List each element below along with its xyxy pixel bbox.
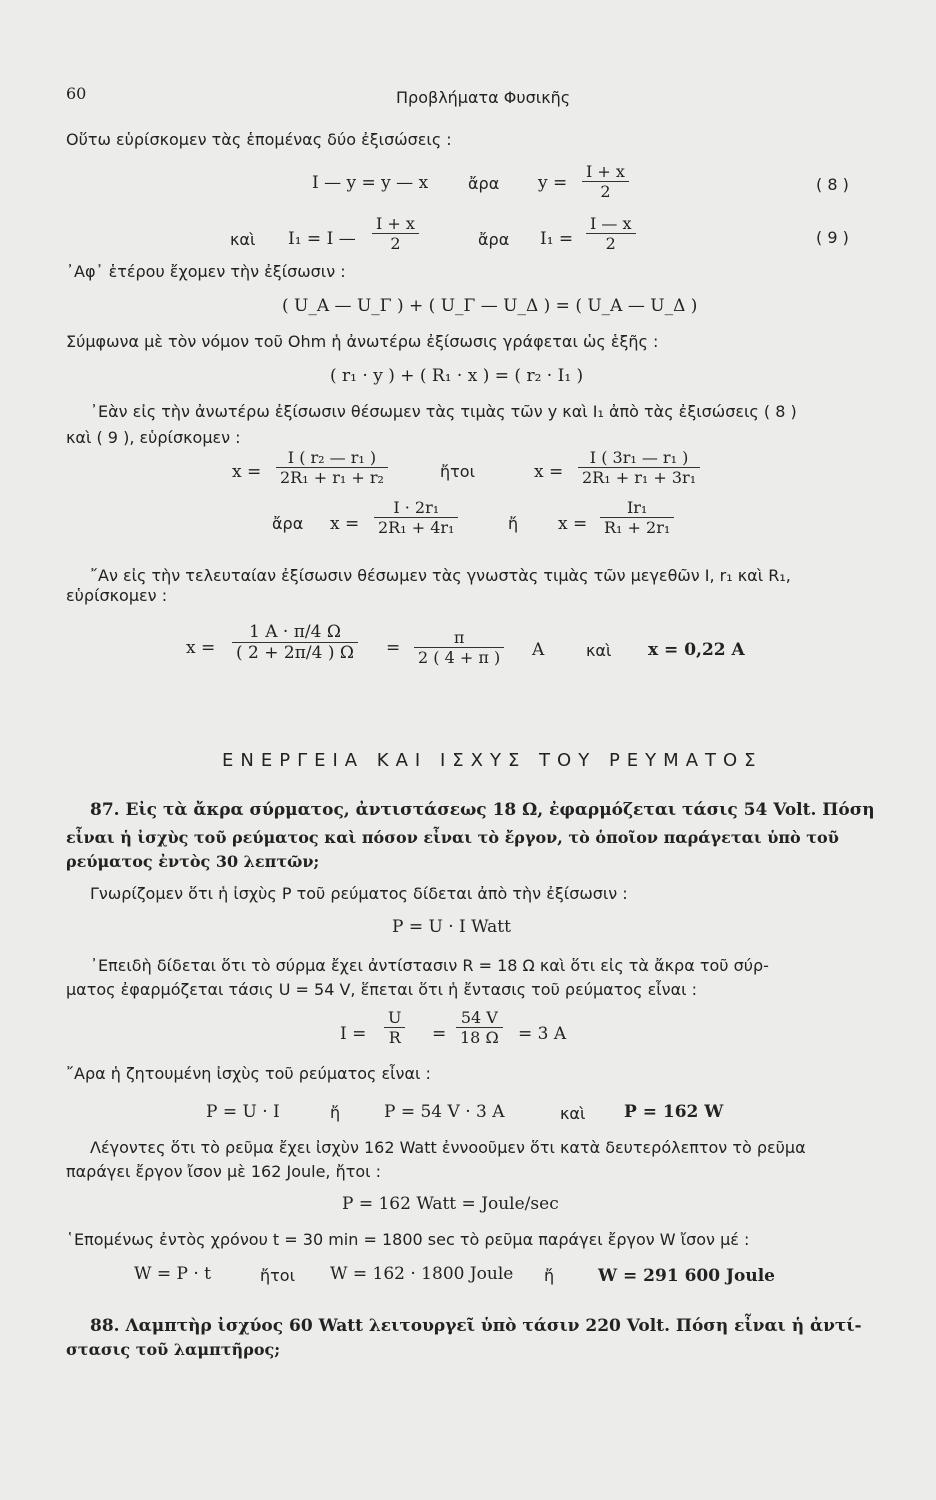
problem87-line3: ρεύματος ἐντὸς 30 λεπτῶν; [66,852,320,871]
final-line-1: ῎Αν εἰς τὴν τελευταίαν ἐξίσωσιν θέσωμεν τὰς γνωστὰς τιμὰς τῶν μεγεθῶν I, r₁ καὶ R₁, [90,566,791,585]
res1-fraction2 [578,448,700,487]
res1-den2: 2R₁ + r₁ + 3r₁ [578,467,700,487]
res2-x2: x = [558,514,588,534]
p87-i-num1: U [388,1008,402,1027]
p87-para5: ῾Επομένως ἐντὸς χρόνου t = 30 min = 1800 sec τὸ ρεῦμα παράγει ἔργον W ἴσον μέ : [66,1230,750,1249]
p87-work-answer: W = 291 600 Joule [598,1266,775,1286]
p87-work-e: ἤ [544,1266,555,1285]
p87-para4b: παράγει ἔργον ἴσον μὲ 162 Joule, ἤτοι : [66,1162,382,1181]
intro-line: Οὕτω εὑρίσκομεν τὰς ἑπομένας δύο ἐξισώσεις : [66,130,452,149]
eq9-lhs2: I₁ = [540,229,574,249]
res2-ara: ἄρα [272,514,304,533]
p87-para4a: Λέγοντες ὅτι τὸ ρεῦμα ἔχει ἰσχὺν 162 Watt ἐννοοῦμεν ὅτι κατὰ δευτερόλεπτον τὸ ρεῦμα [90,1138,806,1157]
res1-num2: I ( 3r₁ — r₁ ) [589,448,689,467]
res2-fraction1 [374,498,458,537]
res2-den2: R₁ + 2r₁ [600,517,674,537]
eq9-den2: 2 [586,233,636,253]
p87-i-lhs: I = [340,1024,367,1044]
p87-para1: Γνωρίζομεν ὅτι ἡ ἰσχὺς P τοῦ ρεύματος δίδεται ἀπὸ τὴν ἐξίσωσιν : [90,884,628,903]
page-number: 60 [66,84,87,103]
p87-i-num2: 54 V [460,1008,498,1027]
p87-para3: ῎Αρα ἡ ζητουμένη ἰσχὺς τοῦ ρεύματος εἶναι : [66,1064,431,1083]
eq9-fraction1 [372,214,419,253]
res2-x: x = [330,514,360,534]
eq8-y: y = [538,173,568,193]
eq9-den1: 2 [372,233,419,253]
p87-work-a: W = P · t [134,1264,212,1284]
eq9-tag: ( 9 ) [816,228,849,247]
p87-i-rhs: = 3 A [518,1024,567,1044]
p87-i-fraction1 [384,1008,405,1047]
res1-num1: I ( r₂ — r₁ ) [287,448,377,467]
ohm-line: Σύμφωνα μὲ τὸν νόμον τοῦ Ohm ἡ ἀνωτέρω ἐξίσωσις γράφεται ὡς ἑξῆς : [66,332,659,351]
res1-x2: x = [534,462,564,482]
final-unit: A [532,640,545,660]
final-eq: = [386,638,401,658]
p87-power-e: ἤ [330,1103,341,1122]
eq8-den: 2 [582,181,629,201]
eq9-fraction2 [586,214,636,253]
subst-line-2: καὶ ( 9 ), εὑρίσκομεν : [66,428,241,447]
p87-power-formula: P = U · I Watt [392,917,511,937]
p87-power-a: P = U · I [206,1102,280,1122]
eq8-tag: ( 8 ) [816,175,849,194]
eq9-ara: ἄρα [478,230,510,249]
final-num1: 1 A · π/4 Ω [249,622,341,642]
problem88-line1: 88. Λαμπτὴρ ἰσχύος 60 Watt λειτουργεῖ ὑπὸ τάσιν 220 Volt. Πόση εἶναι ἡ ἀντί- [90,1316,862,1336]
eq8-left: I — y = y — x [312,173,429,193]
final-den2: 2 ( 4 + π ) [414,647,504,667]
p87-power-answer: P = 162 W [624,1102,724,1122]
final-den1: ( 2 + 2π/4 ) Ω [232,642,358,663]
ohm-equation: ( r₁ · y ) + ( R₁ · x ) = ( r₂ · I₁ ) [330,366,584,386]
res2-den1: 2R₁ + 4r₁ [374,517,458,537]
final-fraction1 [232,622,358,664]
problem87-line2: εἶναι ἡ ἰσχὺς τοῦ ρεύματος καὶ πόσον εἶναι τὸ ἔργον, τὸ ὁποῖον παράγεται ὑπὸ τοῦ [66,828,839,847]
res1-fraction1 [276,448,388,487]
res1-x: x = [232,462,262,482]
res2-e: ἤ [508,514,519,533]
p87-para2a: ᾿Επειδὴ δίδεται ὅτι τὸ σύρμα ἔχει ἀντίστασιν R = 18 Ω καὶ ὅτι εἰς τὰ ἄκρα τοῦ σύρ- [90,956,769,975]
eq8-ara: ἄρα [468,174,500,193]
res2-fraction2 [600,498,674,537]
res2-num1: I · 2r₁ [393,498,440,517]
problem87-line1: 87. Εἰς τὰ ἄκρα σύρματος, ἀντιστάσεως 18 Ω, ἐφαρμόζεται τάσις 54 Volt. Πόση [90,800,875,820]
final-x: x = [186,638,216,658]
p87-work-etoi: ἤτοι [260,1266,295,1285]
running-title: Προβλήματα Φυσικῆς [396,88,571,107]
p87-i-eq: = [432,1024,447,1044]
section-title: ΕΝΕΡΓΕΙΑ ΚΑΙ ΙΣΧΥΣ ΤΟΥ ΡΕΥΜΑΤΟΣ [222,750,763,771]
final-num2: π [453,628,465,647]
problem88-line2: στασις τοῦ λαμπτῆρος; [66,1340,281,1359]
eq9-num1: I + x [376,214,415,233]
aph-line: ᾿Αφ᾿ ἑτέρου ἔχομεν τὴν ἐξίσωσιν : [66,262,346,281]
eq8-fraction [582,162,629,201]
eq9-num2: I — x [590,214,632,233]
p87-para2b: ματος ἐφαρμόζεται τάσις U = 54 V, ἕπεται ὅτι ἡ ἔντασις τοῦ ρεύματος εἶναι : [66,980,698,999]
final-fraction2 [414,628,504,667]
p87-watt-equation: P = 162 Watt = Joule/sec [342,1194,559,1214]
eq9-lhs: I₁ = I — [288,229,356,249]
p87-i-den1: R [384,1027,405,1047]
p87-work-b: W = 162 · 1800 Joule [330,1264,514,1284]
voltage-equation: ( U_A — U_Γ ) + ( U_Γ — U_Δ ) = ( U_A — U_Δ ) [282,296,698,316]
final-answer: x = 0,22 A [648,640,745,660]
res2-num2: Ir₁ [626,498,648,517]
p87-i-fraction2 [456,1008,503,1047]
final-line-2: εὑρίσκομεν : [66,586,168,605]
subst-line-1: ᾿Εὰν εἰς τὴν ἀνωτέρω ἐξίσωσιν θέσωμεν τὰς τιμὰς τῶν y καὶ I₁ ἀπὸ τὰς ἐξισώσεις ( 8 ) [90,402,797,421]
p87-i-den2: 18 Ω [456,1027,503,1047]
final-kai: καὶ [586,641,612,660]
res1-etoi: ἤτοι [440,462,475,481]
p87-power-b: P = 54 V · 3 A [384,1102,505,1122]
eq9-kai: καὶ [230,230,256,249]
eq8-num: I + x [586,162,625,181]
p87-power-kai: καὶ [560,1104,586,1123]
res1-den1: 2R₁ + r₁ + r₂ [276,467,388,487]
